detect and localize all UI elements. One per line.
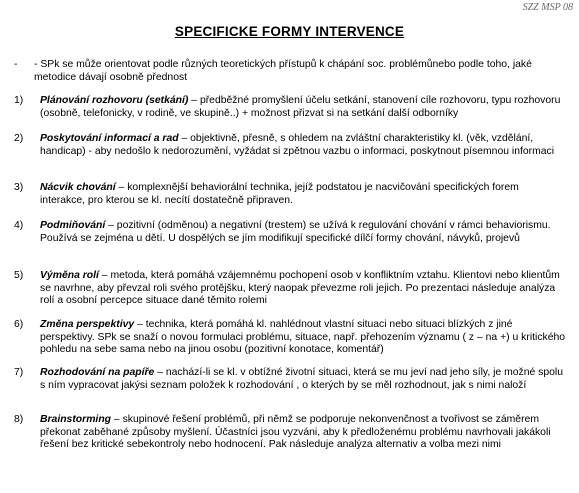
item-term: Rozhodování na papíře bbox=[40, 367, 155, 378]
item-text: – předběžné promyšlení účelu setkání, stanovení cíle rozhovoru, typu rozhovoru (osobně, telefonicky, v rodině, ve skupině..) + možnost přizvat si na setkání další odborníky bbox=[40, 95, 561, 119]
item-number: 8) bbox=[14, 414, 24, 425]
item-text: – objektivně, přesně, s ohledem na zvláštní charakteristiky kl. (věk, vzdělání, handicap) - aby nedošlo k nedorozumění, vyžádat si zpětnou vazbu o informaci, poskytnout písemnou informaci bbox=[40, 133, 555, 157]
page-title: SPECIFICKE FORMY INTERVENCE bbox=[174, 24, 405, 39]
list-item bbox=[14, 95, 566, 120]
item-text: – technika, která pomáhá kl. nahlédnout vlastní situaci nebo situaci blízkých z jiné perspektivy. SPk se snaží o novou formulaci problému, situace, např. přehozením významu ( z – na +) u kritického pohledu na sebe sama nebo na jinou osobu (pozitivní konotace, komentář) bbox=[40, 319, 566, 355]
list-item bbox=[14, 319, 566, 357]
list-item bbox=[14, 182, 566, 207]
item-number: 1) bbox=[14, 95, 24, 106]
item-text: – nachází-li se kl. v obtížné životní situaci, která se mu jeví nad jeho síly, je možné spolu s ním vypracovat jakýsi seznam položek k rozhodování , o kterých by se měl rozhodnout, jak s nimi naloží bbox=[40, 367, 564, 391]
item-text: – komplexnější behaviorální technika, jejíž podstatou je nacvičování specifických forem interakce, pro kterou se kl. necítí dostatečně připraven. bbox=[40, 182, 519, 206]
list-item bbox=[14, 367, 566, 392]
item-number: 6) bbox=[14, 319, 24, 330]
list-item bbox=[14, 220, 566, 245]
item-term: Výměna rolí bbox=[40, 270, 99, 281]
item-number: 3) bbox=[14, 182, 24, 193]
item-term: Nácvik chování bbox=[40, 182, 116, 193]
list-item bbox=[14, 133, 566, 158]
item-term: Poskytování informací a rad bbox=[40, 133, 179, 144]
item-number: 7) bbox=[14, 367, 24, 378]
intro-paragraph bbox=[14, 59, 564, 84]
list-item bbox=[14, 270, 566, 308]
item-term: Změna perspektivy bbox=[40, 319, 135, 330]
item-number: 5) bbox=[14, 270, 24, 281]
list-item bbox=[14, 414, 566, 452]
header-tag: SZZ MSP 08 bbox=[522, 2, 573, 13]
intro-bullet: - bbox=[14, 59, 18, 70]
item-text: – metoda, která pomáhá vzájemnému pochopení osob v konfliktním vztahu. Klientovi nebo klientům se navrhne, aby převzal roli svého protějšku, který naopak převezme roli jejich. Po prezentaci následuje analýza rolí a osobní percepce situace dané těmito rolemi bbox=[40, 270, 560, 306]
item-term: Brainstorming bbox=[40, 414, 112, 425]
item-term: Podmiňování bbox=[40, 220, 106, 231]
item-number: 2) bbox=[14, 133, 24, 144]
item-text: – pozitivní (odměnou) a negativní (trestem) se užívá k regulování chování v rámci behaviorismu. Používá se zejména u dětí. U dospělých se jím modifikují specifické dílčí formy chování, návyků, projevů bbox=[40, 220, 551, 244]
item-text: – skupinové řešení problémů, při němž se podporuje nekonvenčnost a tvořivost se záměrem překonat zaběhané způsoby myšlení. Účastníci jsou vyzváni, aby k předloženému problému navrhovali jakákoli řešení bez kritické sebekontroly nebo hodnocení. Pak následuje analýza alternativ a volba mezi nimi bbox=[40, 414, 551, 450]
item-number: 4) bbox=[14, 220, 24, 231]
intro-text: - SPk se může orientovat podle různých teoretických přístupů k chápání soc. problémůnebo podle toho, jaké metodice dávají osobně přednost bbox=[34, 59, 532, 83]
item-term: Plánování rozhovoru (setkání) bbox=[40, 95, 189, 106]
